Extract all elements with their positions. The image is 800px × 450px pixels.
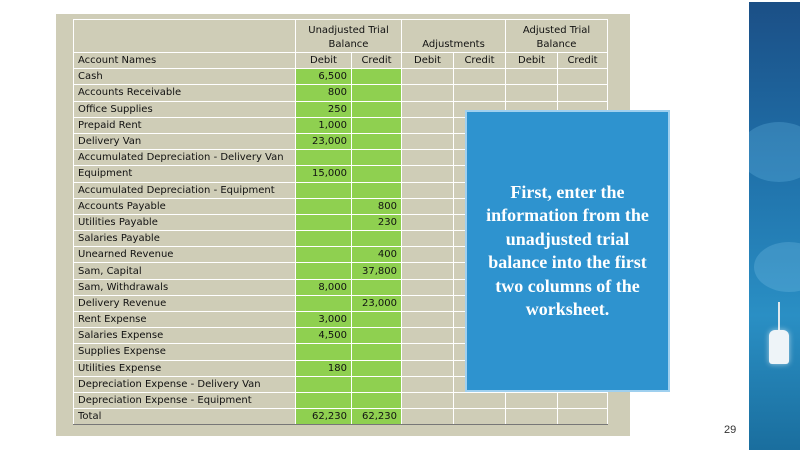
header-account-names: Account Names (74, 53, 296, 69)
account-name: Delivery Van (74, 133, 296, 149)
header-unadj-debit: Debit (296, 53, 352, 69)
unadj-credit-cell (352, 117, 402, 133)
unadj-credit-cell (352, 279, 402, 295)
unadj-debit-cell (296, 344, 352, 360)
adj-debit-cell (402, 392, 454, 408)
adj-debit-cell (402, 182, 454, 198)
unadj-debit-cell (296, 231, 352, 247)
unadj-debit-cell: 8,000 (296, 279, 352, 295)
account-name: Office Supplies (74, 101, 296, 117)
unadj-debit-cell: 3,000 (296, 312, 352, 328)
unadj-credit-cell (352, 101, 402, 117)
header-adj-credit: Credit (454, 53, 506, 69)
wave-shape (754, 242, 800, 292)
table-row (74, 69, 608, 85)
unadj-debit-cell (296, 198, 352, 214)
adj-debit-cell (402, 214, 454, 230)
unadj-credit-cell (352, 85, 402, 101)
adj-debit-cell (402, 328, 454, 344)
account-name: Sam, Capital (74, 263, 296, 279)
adj-debit-cell (402, 85, 454, 101)
unadj-credit-cell (352, 150, 402, 166)
total-debit: 62,230 (296, 409, 352, 425)
account-name: Equipment (74, 166, 296, 182)
header-unadj-credit: Credit (352, 53, 402, 69)
unadj-debit-cell: 23,000 (296, 133, 352, 149)
account-name: Unearned Revenue (74, 247, 296, 263)
header-spacer (74, 20, 296, 53)
adj-debit-cell (402, 166, 454, 182)
adj-credit-cell (454, 85, 506, 101)
unadj-credit-cell (352, 231, 402, 247)
atb-credit-cell (558, 392, 608, 408)
account-name: Rent Expense (74, 312, 296, 328)
total-row (74, 409, 608, 425)
atb-debit-cell (506, 392, 558, 408)
unadj-debit-cell: 4,500 (296, 328, 352, 344)
account-name: Depreciation Expense - Equipment (74, 392, 296, 408)
header-adjustments: Adjustments (402, 20, 506, 53)
instruction-callout (465, 110, 670, 392)
adj-debit-cell (402, 231, 454, 247)
account-name: Utilities Expense (74, 360, 296, 376)
account-name: Utilities Payable (74, 214, 296, 230)
unadj-credit-cell: 230 (352, 214, 402, 230)
unadj-credit-cell (352, 166, 402, 182)
atb-debit-cell (506, 69, 558, 85)
total-adj-credit (454, 409, 506, 425)
adj-debit-cell (402, 247, 454, 263)
unadj-debit-cell: 180 (296, 360, 352, 376)
account-name: Sam, Withdrawals (74, 279, 296, 295)
account-name: Depreciation Expense - Delivery Van (74, 376, 296, 392)
wave-shape (749, 122, 800, 182)
adj-debit-cell (402, 360, 454, 376)
unadj-credit-cell (352, 360, 402, 376)
unadj-debit-cell: 6,500 (296, 69, 352, 85)
adj-debit-cell (402, 344, 454, 360)
account-name: Accumulated Depreciation - Delivery Van (74, 150, 296, 166)
table-row (74, 85, 608, 101)
header-atb-credit: Credit (558, 53, 608, 69)
adj-credit-cell (454, 392, 506, 408)
callout-text: First, enter the information from the unadjusted trial balance into the first two columns of the worksheet. (486, 181, 649, 319)
unadj-credit-cell: 800 (352, 198, 402, 214)
adj-debit-cell (402, 117, 454, 133)
total-label: Total (74, 409, 296, 425)
unadj-debit-cell (296, 214, 352, 230)
unadj-debit-cell (296, 263, 352, 279)
unadj-credit-cell (352, 312, 402, 328)
account-name: Supplies Expense (74, 344, 296, 360)
slide-number: 29 (724, 424, 737, 436)
unadj-credit-cell (352, 69, 402, 85)
header-atb-debit: Debit (506, 53, 558, 69)
total-atb-debit (506, 409, 558, 425)
account-name: Accounts Receivable (74, 85, 296, 101)
unadj-debit-cell: 15,000 (296, 166, 352, 182)
unadj-credit-cell: 400 (352, 247, 402, 263)
account-name: Cash (74, 69, 296, 85)
account-name: Delivery Revenue (74, 295, 296, 311)
unadj-credit-cell (352, 376, 402, 392)
account-name: Prepaid Rent (74, 117, 296, 133)
adj-debit-cell (402, 133, 454, 149)
adj-debit-cell (402, 263, 454, 279)
atb-debit-cell (506, 85, 558, 101)
adj-debit-cell (402, 101, 454, 117)
total-atb-credit (558, 409, 608, 425)
adj-credit-cell (454, 69, 506, 85)
unadj-debit-cell: 1,000 (296, 117, 352, 133)
unadj-credit-cell: 23,000 (352, 295, 402, 311)
table-row (74, 392, 608, 408)
unadj-debit-cell (296, 295, 352, 311)
unadj-debit-cell (296, 150, 352, 166)
unadj-credit-cell (352, 328, 402, 344)
unadj-credit-cell (352, 133, 402, 149)
account-name: Accounts Payable (74, 198, 296, 214)
adj-debit-cell (402, 150, 454, 166)
adj-debit-cell (402, 198, 454, 214)
account-name: Salaries Expense (74, 328, 296, 344)
atb-credit-cell (558, 69, 608, 85)
adj-debit-cell (402, 376, 454, 392)
boat-icon (769, 330, 789, 364)
adj-debit-cell (402, 312, 454, 328)
unadj-debit-cell (296, 247, 352, 263)
unadj-debit-cell (296, 182, 352, 198)
adj-debit-cell (402, 69, 454, 85)
unadj-credit-cell: 37,800 (352, 263, 402, 279)
atb-credit-cell (558, 85, 608, 101)
adj-debit-cell (402, 279, 454, 295)
unadj-debit-cell (296, 376, 352, 392)
account-name: Accumulated Depreciation - Equipment (74, 182, 296, 198)
unadj-debit-cell: 800 (296, 85, 352, 101)
header-adjusted-trial-balance: Adjusted Trial Balance (506, 20, 608, 53)
header-adj-debit: Debit (402, 53, 454, 69)
adj-debit-cell (402, 295, 454, 311)
total-adj-debit (402, 409, 454, 425)
total-credit: 62,230 (352, 409, 402, 425)
unadj-debit-cell (296, 392, 352, 408)
unadj-debit-cell: 250 (296, 101, 352, 117)
decorative-ocean-image (749, 2, 800, 450)
unadj-credit-cell (352, 182, 402, 198)
boat-mast (778, 302, 780, 332)
unadj-credit-cell (352, 344, 402, 360)
account-name: Salaries Payable (74, 231, 296, 247)
header-unadjusted-trial-balance: Unadjusted Trial Balance (296, 20, 402, 53)
unadj-credit-cell (352, 392, 402, 408)
